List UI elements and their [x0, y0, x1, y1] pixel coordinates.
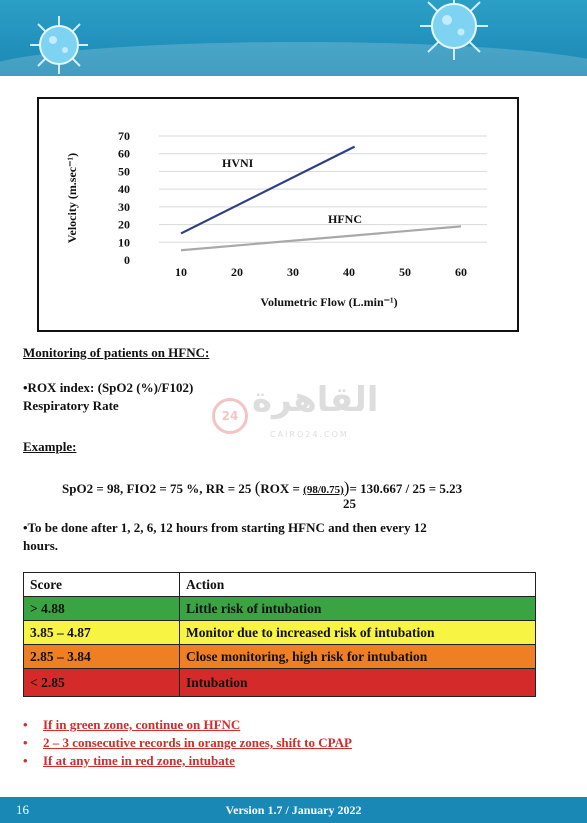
table-row-orange [24, 645, 536, 669]
x-tick-label: 40 [343, 265, 355, 279]
bullet-marker: • [23, 753, 28, 768]
schedule-line-2: hours. [23, 538, 59, 553]
watermark-arabic-text: القاهرة [252, 380, 379, 420]
score-cell: 3.85 – 4.87 [24, 621, 180, 645]
example-values: SpO2 = 98, FIO2 = 75 %, RR = 25 [62, 481, 255, 496]
y-tick-label: 50 [118, 164, 130, 179]
list-item [23, 753, 235, 769]
action-cell: Little risk of intubation [180, 597, 536, 621]
y-tick-label: 20 [118, 217, 130, 232]
table-row-red [24, 669, 536, 697]
cairo24-watermark [212, 380, 382, 450]
page-footer [0, 797, 587, 823]
list-item [23, 717, 240, 733]
example-formula [62, 478, 462, 498]
bullet-text: If in green zone, continue on HFNC [43, 717, 241, 732]
watermark-badge: 24 [212, 398, 248, 434]
series-line-hfnc [181, 226, 461, 250]
schedule-line-1: •To be done after 1, 2, 6, 12 hours from starting HFNC and then every 12 [23, 520, 427, 535]
y-tick-label: 30 [118, 199, 130, 214]
formula-paren-open: ( [254, 478, 261, 497]
score-cell: 2.85 – 3.84 [24, 645, 180, 669]
x-tick-label: 20 [231, 265, 243, 279]
bullet-text: 2 – 3 consecutive records in orange zones, shift to CPAP [43, 735, 352, 750]
score-cell: < 2.85 [24, 669, 180, 697]
rox-score-table [23, 572, 536, 697]
y-tick-label: 10 [118, 235, 130, 250]
y-tick-label: 60 [118, 146, 130, 161]
y-tick-label: 0 [124, 253, 130, 267]
x-tick-label: 50 [399, 265, 411, 279]
watermark-latin-text: CAIRO24.COM [270, 430, 349, 439]
y-tick-label: 70 [118, 129, 130, 143]
virus-left-icon [28, 14, 90, 76]
x-tick-label: 30 [287, 265, 299, 279]
version-label: Version 1.7 / January 2022 [225, 803, 362, 817]
score-cell: > 4.88 [24, 597, 180, 621]
x-axis-title: Volumetric Flow (L.min⁻¹) [260, 295, 398, 309]
bullet-text: If at any time in red zone, intubate [43, 753, 235, 768]
page-number: 16 [16, 802, 29, 817]
header-score: Score [24, 573, 180, 597]
example-result: = 130.667 / 25 = 5.23 [349, 481, 463, 496]
monitoring-heading: Monitoring of patients on HFNC: [23, 345, 210, 360]
table-header-row [24, 573, 536, 597]
page-header-banner [0, 0, 587, 76]
velocity-flow-chart [37, 97, 519, 332]
rox-index-line: •ROX index: (SpO2 (%)/F102) [23, 380, 194, 395]
series-label-hfnc: HFNC [328, 212, 362, 226]
formula-paren-close: ) [343, 478, 350, 497]
series-label-hvni: HVNI [222, 156, 254, 170]
rox-label: ROX = [260, 481, 304, 496]
virus-right-icon [414, 0, 494, 60]
y-axis-title: Velocity (m.sec⁻¹) [65, 152, 79, 244]
y-tick-label: 40 [118, 182, 130, 197]
action-cell: Close monitoring, high risk for intubation [180, 645, 536, 669]
bullet-marker: • [23, 717, 28, 732]
bullet-marker: • [23, 735, 28, 750]
example-denominator: 25 [343, 496, 356, 511]
list-item [23, 735, 352, 751]
example-heading: Example: [23, 439, 77, 454]
chart-canvas [39, 99, 517, 330]
table-row-green [24, 597, 536, 621]
table-row-yellow [24, 621, 536, 645]
header-action: Action [180, 573, 536, 597]
x-tick-label: 10 [175, 265, 187, 279]
x-tick-label: 60 [455, 265, 467, 279]
rox-denominator-line: Respiratory Rate [23, 398, 119, 413]
action-cell: Intubation [180, 669, 536, 697]
rox-fraction: (98/0.75) [303, 484, 344, 496]
action-cell: Monitor due to increased risk of intubation [180, 621, 536, 645]
